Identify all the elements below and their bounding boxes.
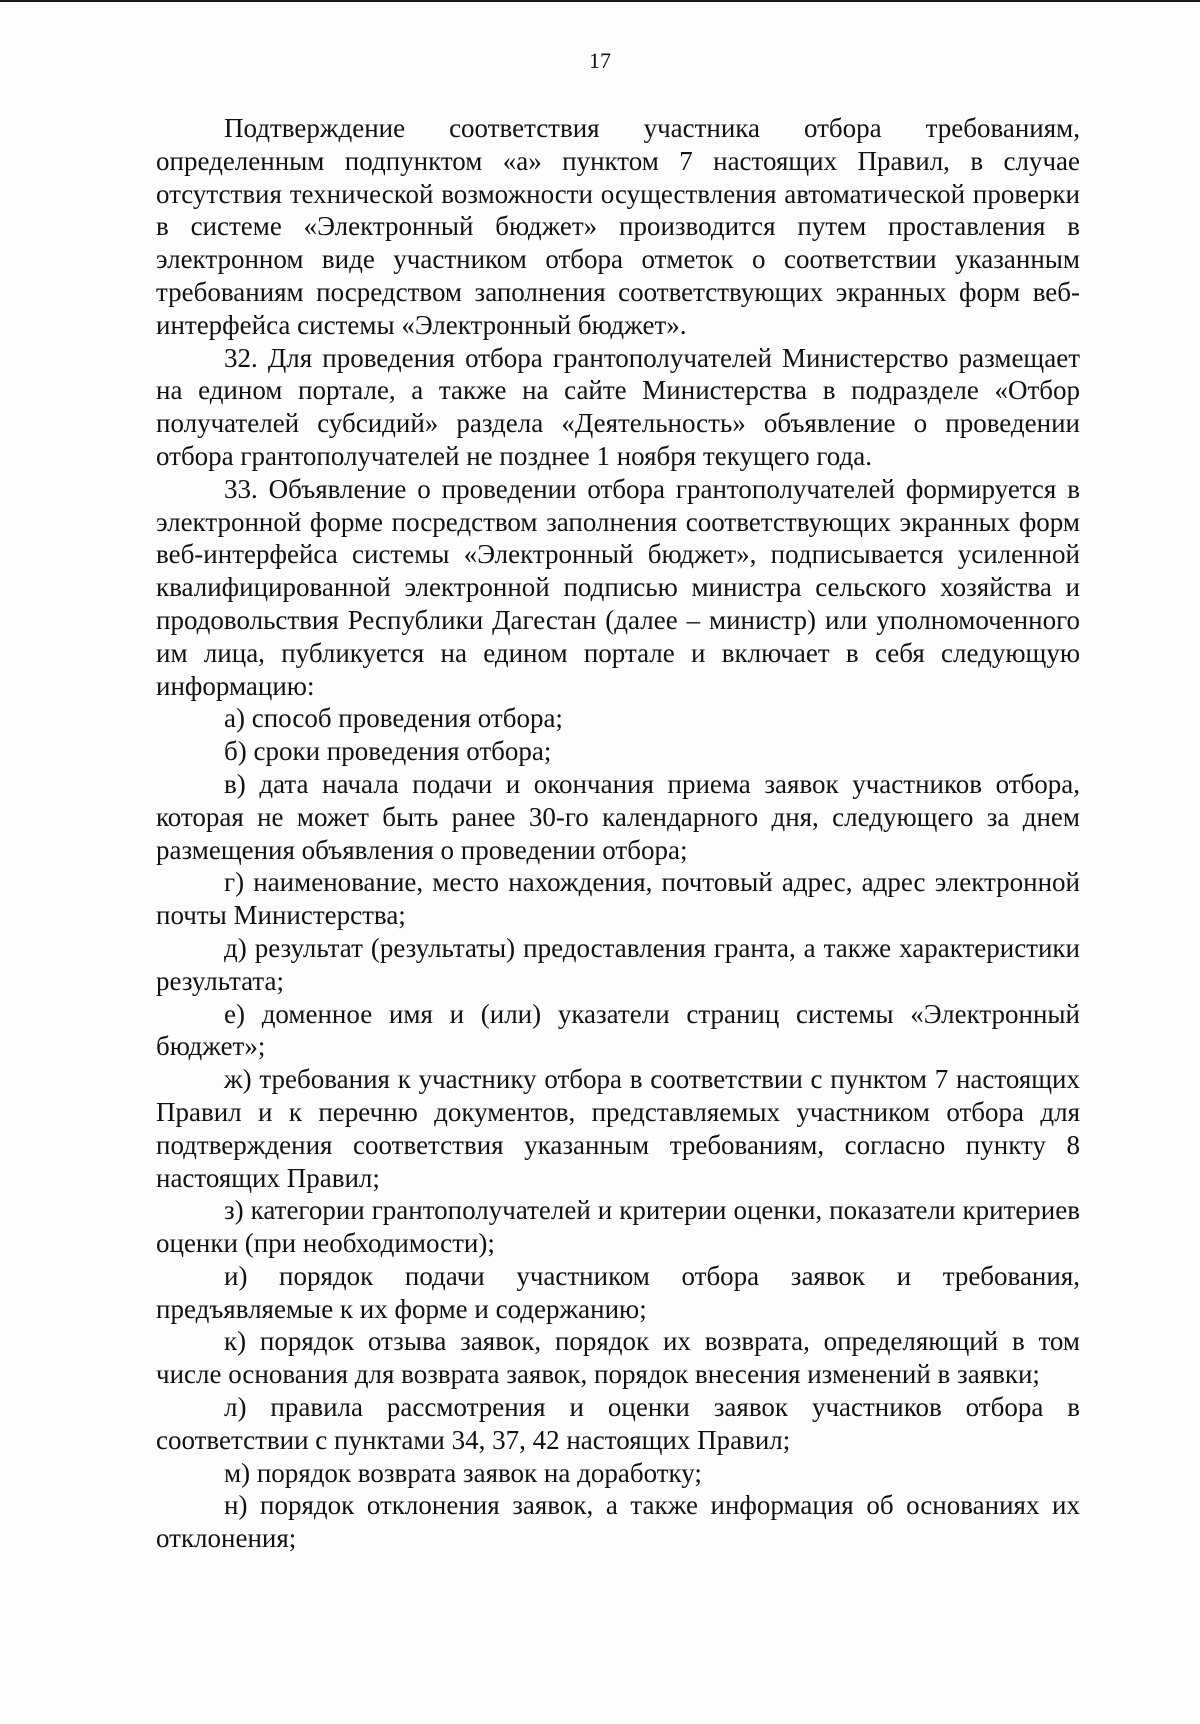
list-item-z: з) категории грантополучателей и критерии оценки, показатели критериев оценки (при необходимости); (156, 1195, 1080, 1259)
list-item-e: е) доменное имя и (или) указатели страниц системы «Электронный бюджет»; (156, 998, 1080, 1062)
list-item-a: а) способ проведения отбора; (224, 703, 563, 734)
top-border-line (0, 0, 1200, 2)
list-item-g: г) наименование, место нахождения, почтовый адрес, адрес электронной почты Министерства; (156, 867, 1080, 931)
list-item-b: б) сроки проведения отбора; (224, 736, 552, 767)
list-item-v: в) дата начала подачи и окончания приема заявок участников отбора, которая не может быть ранее 30-го календарного дня, следующего за днем размещения объявления о проведении отбора; (156, 768, 1080, 865)
list-item-n: н) порядок отклонения заявок, а также информация об основаниях их отклонения; (156, 1490, 1080, 1554)
list-item-i: и) порядок подачи участником отбора заявок и требования, предъявляемые к их форме и содержанию; (156, 1260, 1080, 1324)
document-body (156, 112, 1080, 1555)
page-number: 17 (589, 48, 611, 73)
paragraph-32: 32. Для проведения отбора грантополучателей Министерство размещает на едином портале, а также на сайте Министерства в подразделе «Отбор получателей субсидий» раздела «Деятельность» объявление о проведении отбора грантополучателей не позднее 1 ноября текущего года. (156, 342, 1080, 471)
list-item-d: д) результат (результаты) предоставления гранта, а также характеристики результата; (156, 932, 1080, 996)
paragraph-confirmation: Подтверждение соответствия участника отбора требованиям, определенным подпунктом «а» пунктом 7 настоящих Правил, в случае отсутствия технической возможности осуществления автоматической проверки в системе «Электронный бюджет» производится путем проставления в электронном виде участником отбора отметок о соответствии указанным требованиям посредством заполнения соответствующих экранных форм веб-интерфейса системы «Электронный бюджет». (156, 113, 1080, 340)
paragraph-33: 33. Объявление о проведении отбора грантополучателей формируется в электронной форме посредством заполнения соответствующих экранных форм веб-интерфейса системы «Электронный бюджет», подписывается усиленной квалифицированной электронной подписью министра сельского хозяйства и продовольствия Республики Дагестан (далее – министр) или уполномоченного им лица, публикуется на едином портале и включает в себя следующую информацию: (156, 473, 1080, 701)
list-item-zh: ж) требования к участнику отбора в соответствии с пунктом 7 настоящих Правил и к перечню документов, представляемых участником отбора для подтверждения соответствия указанным требованиям, согласно пункту 8 настоящих Правил; (156, 1064, 1080, 1193)
list-item-l: л) правила рассмотрения и оценки заявок участников отбора в соответствии с пунктами 34, 37, 42 настоящих Правил; (156, 1392, 1080, 1455)
list-item-m: м) порядок возврата заявок на доработку; (224, 1457, 702, 1488)
list-item-k: к) порядок отзыва заявок, порядок их возврата, определяющий в том числе основания для возврата заявок, порядок внесения изменений в заявки; (156, 1326, 1080, 1390)
